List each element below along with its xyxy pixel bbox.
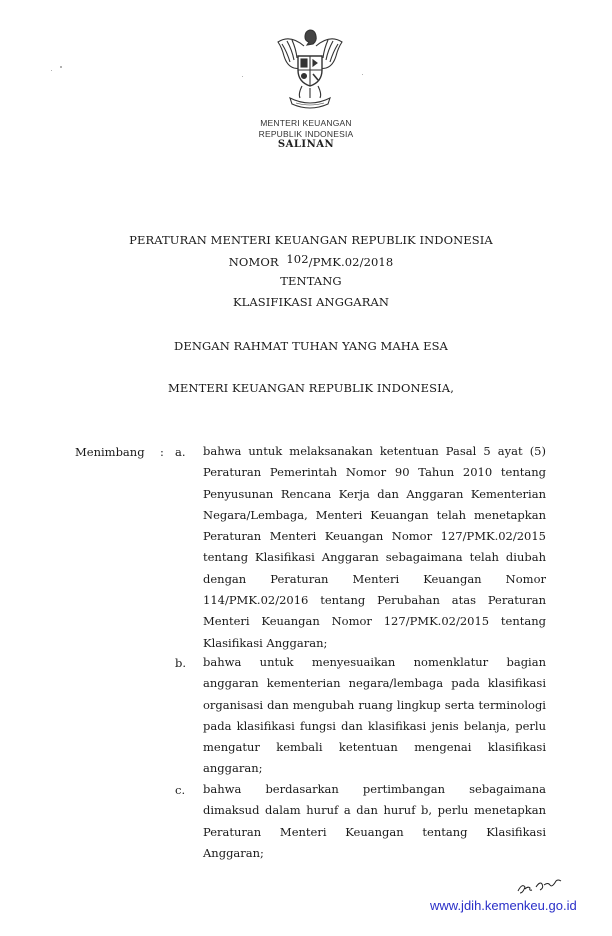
item-b-line: pada klasifikasi fungsi dan klasifikasi jenis belanja, perlu: [203, 718, 546, 733]
jdih-website-link[interactable]: www.jdih.kemenkeu.go.id: [430, 898, 577, 913]
item-b-line: anggaran;: [203, 761, 263, 776]
item-a-text: [203, 441, 546, 654]
menimbang-colon: :: [160, 445, 164, 459]
regulation-subject: KLASIFIKASI ANGGARAN: [232, 295, 390, 309]
menteri-line: MENTERI KEUANGAN REPUBLIK INDONESIA,: [168, 381, 454, 395]
item-b-letter: b.: [175, 656, 187, 670]
item-a-line: Menteri Keuangan Nomor 127/PMK.02/2015 tentang: [203, 614, 546, 629]
item-c-text: [203, 779, 546, 864]
item-b-line: anggaran kementerian negara/lembaga pada klasifikasi: [203, 676, 546, 691]
item-a-line: Peraturan Menteri Keuangan Nomor 127/PMK.02/2015: [203, 529, 546, 544]
tentang-label: TENTANG: [280, 274, 342, 288]
item-b-line: bahwa untuk menyesuaikan nomenklatur bagian: [203, 655, 546, 669]
regulation-number: [0, 252, 612, 269]
scan-speck: [51, 70, 52, 71]
scan-speck: [60, 66, 62, 68]
item-a-line: tentang Klasifikasi Anggaran sebagaimana telah diubah: [203, 550, 546, 565]
garuda-emblem-icon: [270, 24, 350, 114]
rahmat-line: DENGAN RAHMAT TUHAN YANG MAHA ESA: [174, 339, 448, 353]
item-c-line: Peraturan Menteri Keuangan tentang Klasifikasi: [203, 824, 546, 839]
ministry-name-line1: MENTERI KEUANGAN: [260, 118, 352, 128]
nomor-prefix: NOMOR: [228, 255, 279, 269]
scan-speck: [362, 74, 363, 75]
item-a-line: bahwa untuk melaksanakan ketentuan Pasal 5 ayat (5): [203, 444, 546, 458]
item-a-line: Klasifikasi Anggaran;: [203, 635, 328, 650]
item-a-line: Negara/Lembaga, Menteri Keuangan telah menetapkan: [203, 507, 546, 522]
ministry-name-line2: REPUBLIK INDONESIA: [258, 129, 354, 139]
salinan-stamp: SALINAN: [277, 139, 335, 150]
item-c-letter: c.: [175, 783, 186, 797]
nomor-suffix: /PMK.02/2018: [308, 255, 394, 269]
menimbang-label: Menimbang: [75, 445, 145, 459]
item-b-line: organisasi dan mengubah ruang lingkup serta terminologi: [203, 697, 546, 712]
item-a-line: dengan Peraturan Menteri Keuangan Nomor: [203, 571, 546, 586]
item-a-line: Penyusunan Rencana Kerja dan Anggaran Kementerian: [203, 486, 546, 501]
item-a-line: 114/PMK.02/2016 tentang Perubahan atas Peraturan: [203, 593, 546, 608]
nomor-number: 102: [286, 252, 309, 266]
regulation-title: PERATURAN MENTERI KEUANGAN REPUBLIK INDONESIA: [129, 233, 493, 247]
item-b-text: [203, 652, 546, 780]
item-a-line: Peraturan Pemerintah Nomor 90 Tahun 2010 tentang: [203, 465, 546, 480]
item-c-line: Anggaran;: [203, 845, 264, 860]
item-c-line: bahwa berdasarkan pertimbangan sebagaimana: [203, 782, 546, 796]
item-c-line: dimaksud dalam huruf a dan huruf b, perlu menetapkan: [203, 803, 546, 818]
item-b-line: mengatur kembali ketentuan mengenai klasifikasi: [203, 740, 546, 755]
item-a-letter: a.: [175, 445, 186, 459]
scan-speck: [242, 76, 243, 77]
handwritten-initials-icon: [516, 877, 564, 897]
